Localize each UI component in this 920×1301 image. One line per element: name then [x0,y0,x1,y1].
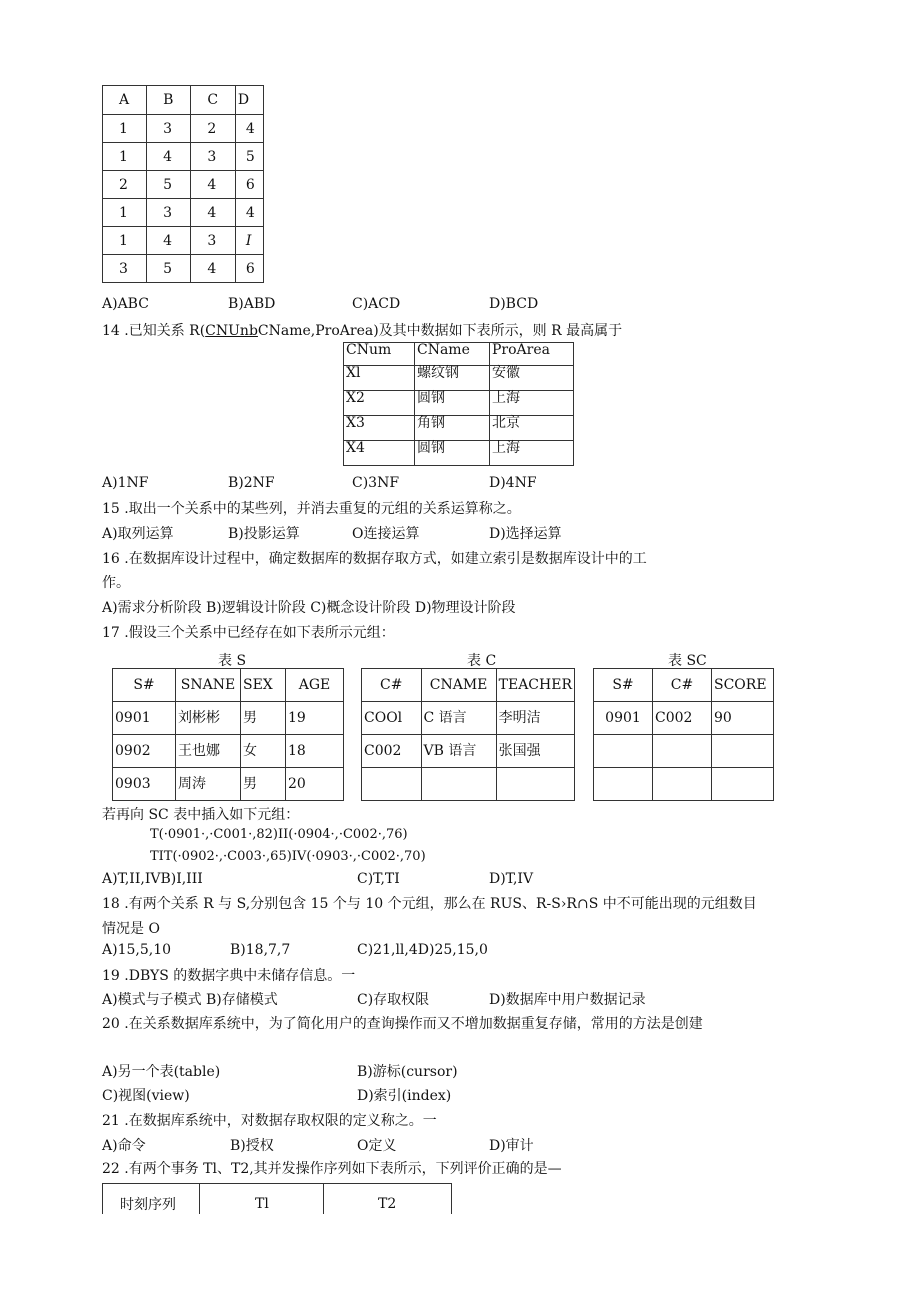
q14-table [343,342,574,466]
table-cell: 1 [103,143,147,171]
table-cell: 0901 [594,702,653,735]
table-c [361,668,575,801]
table-cell: 5 [235,143,263,171]
q13-option-b: B)ABD [228,296,276,312]
table-cell: 90 [712,702,774,735]
q16-options: A)需求分析阶段 B)逻辑设计阶段 C)概念设计阶段 D)物理设计阶段 [102,600,516,616]
table-cell: 0902 [113,735,176,768]
q16-stem-line2: 作。 [102,575,130,591]
q18-option-a: A)15,5,10 [102,942,172,958]
q21-option-a: A)命令 [102,1138,146,1154]
q20-option-b: B)游标(cursor) [357,1064,458,1080]
table-cell: C 语言 [421,702,496,735]
table-cell [594,768,653,801]
table-cell: 张国强 [496,735,574,768]
q14-stem-start: 14 .已知关系 R( [102,323,206,339]
table-cell: COOl [362,702,422,735]
q17-tuples-line2: TIT(·0902·,·C003·,65)IV(·0903·,·C002·,70) [150,849,426,864]
table-cell: C [191,86,235,115]
table-cell: 男 [241,768,286,801]
table-cell: 6 [235,255,263,283]
table-cell: TEACHER [496,669,574,702]
table-cell: D [235,86,263,115]
table-cell: 0903 [113,768,176,801]
q16-stem-line1: 16 .在数据库设计过程中，确定数据库的数据存取方式，如建立索引是数据库设计中的工 [102,551,647,567]
table-cell: ProArea [490,343,574,366]
table-cell: 0901 [113,702,176,735]
table-cell: SNANE [176,669,241,702]
table-cell: 1 [103,227,147,255]
table-cell: 圆钢 [415,441,490,466]
table-cell: S# [594,669,653,702]
table-cell [362,768,422,801]
table-cell: 4 [191,171,235,199]
table-cell: 周涛 [176,768,241,801]
q18-option-b: B)18,7,7 [230,942,291,958]
q20-option-a: A)另一个表(table) [102,1064,221,1080]
table-cell: 4 [147,143,191,171]
table-cell: 18 [286,735,344,768]
table-cell: 上海 [490,441,574,466]
table-cell: SCORE [712,669,774,702]
q15-option-b: B)投影运算 [228,526,300,542]
q14-stem-rest: CName,ProArea)及其中数据如下表所示，则 R 最高属于 [257,323,623,339]
table-cell: AGE [286,669,344,702]
table-sc-caption: 表 SC [668,653,707,669]
table-cell: 2 [191,115,235,143]
q17-tuples-line1: T(·0901·,·C001·,82)II(·0904·,·C002·,76) [150,827,408,842]
table-c-caption: 表 C [467,653,497,669]
table-cell [653,735,712,768]
table-cell [496,768,574,801]
q20-option-d: D)索引(index) [357,1088,452,1104]
q17-option-ab: A)T,II,IVB)I,III [102,871,203,887]
q22-col-divider [323,1184,324,1214]
table-cell [421,768,496,801]
table-cell: 5 [147,255,191,283]
table-cell [653,768,712,801]
table-cell: CName [415,343,490,366]
q15-option-a: A)取列运算 [102,526,174,542]
q21-option-b: B)授权 [230,1138,274,1154]
q21-stem: 21 .在数据库系统中，对数据存取权限的定义称之。一 [102,1113,437,1129]
table-cell: 1 [103,199,147,227]
table-cell: C002 [362,735,422,768]
table-cell: 北京 [490,416,574,441]
q22-col-divider [199,1184,200,1214]
q15-stem: 15 .取出一个关系中的某些列，并消去重复的元组的关系运算称之。 [102,501,521,517]
table-cell [712,735,774,768]
q14-option-c: C)3NF [352,475,400,491]
table-cell: X4 [344,441,415,466]
q17-option-c: C)T,TI [357,871,400,887]
q22-header-t1: Tl [255,1196,269,1212]
table-cell: CNAME [421,669,496,702]
table-cell: 3 [147,115,191,143]
table-cell: 刘彬彬 [176,702,241,735]
q13-option-a: A)ABC [102,296,149,312]
table-cell: 4 [147,227,191,255]
table-cell: 螺纹钢 [415,366,490,391]
table-cell: A [103,86,147,115]
table-cell: VB 语言 [421,735,496,768]
table-cell: 2 [103,171,147,199]
table-cell: S# [113,669,176,702]
table-cell: C# [653,669,712,702]
q19-option-ab: A)模式与子模式 B)存储模式 [102,992,278,1008]
table-sc [593,668,774,801]
q22-header-time: 时刻序列 [120,1197,176,1213]
q21-option-c: O定义 [357,1138,397,1154]
table-cell: C# [362,669,422,702]
table-cell: X3 [344,416,415,441]
q13-option-d: D)BCD [489,296,539,312]
q17-option-d: D)T,IV [489,871,534,887]
table-cell: I [235,227,263,255]
table-cell: 1 [103,115,147,143]
table-cell: 男 [241,702,286,735]
q17-stem: 17 .假设三个关系中已经存在如下表所示元组： [102,625,395,641]
table-cell: 上海 [490,391,574,416]
q18-stem-line2: 情况是 O [102,921,160,937]
table-cell: 3 [103,255,147,283]
q19-option-c: C)存取权限 [357,992,430,1008]
q13-option-c: C)ACD [352,296,401,312]
table-cell: 角钢 [415,416,490,441]
table-cell: 3 [147,199,191,227]
table-cell: 王也娜 [176,735,241,768]
table-cell: 圆钢 [415,391,490,416]
q22-header-t2: T2 [378,1196,397,1212]
q18-stem-line1: 18 .有两个关系 R 与 S,分别包含 15 个与 10 个元组，那么在 RUS、R-S›R∩S 中不可能出现的元组数目 [102,896,757,912]
q13-table [102,85,264,283]
q22-table [102,1183,452,1214]
q21-option-d: D)审计 [489,1138,534,1154]
table-cell: 19 [286,702,344,735]
q14-option-a: A)1NF [102,475,149,491]
table-cell: 3 [191,143,235,171]
q19-option-d: D)数据库中用户数据记录 [489,992,646,1008]
table-cell: 5 [147,171,191,199]
table-cell: 李明洁 [496,702,574,735]
table-cell: 女 [241,735,286,768]
table-cell: X2 [344,391,415,416]
table-cell: 安徽 [490,366,574,391]
q22-stem: 22 .有两个事务 Tl、T2,其并发操作序列如下表所示，下列评价正确的是— [102,1161,562,1177]
q19-stem: 19 .DBYS 的数据字典中未储存信息。一 [102,968,356,984]
table-cell: 20 [286,768,344,801]
q15-option-c: O连接运算 [352,526,420,542]
q15-option-d: D)选择运算 [489,526,562,542]
q14-stem-underlined: CNUnb [205,323,258,339]
table-cell: C002 [653,702,712,735]
table-cell: 4 [235,115,263,143]
q20-stem: 20 .在关系数据库系统中，为了简化用户的查询操作而又不增加数据重复存储，常用的方法是创建 [102,1016,703,1032]
table-cell: 4 [235,199,263,227]
table-cell: 4 [191,199,235,227]
table-cell [594,735,653,768]
table-s-caption: 表 S [218,653,247,669]
table-cell: SEX [241,669,286,702]
q14-option-d: D)4NF [489,475,537,491]
q14-stem [102,320,622,340]
table-cell: Xl [344,366,415,391]
q14-option-b: B)2NF [228,475,275,491]
table-cell: 3 [191,227,235,255]
table-cell: 6 [235,171,263,199]
table-cell: B [147,86,191,115]
q18-option-cd: C)21,ll,4D)25,15,0 [357,942,488,958]
q17-after: 若再向 SC 表中插入如下元组： [102,807,300,823]
table-cell: 4 [191,255,235,283]
table-s [112,668,344,801]
table-cell: CNum [344,343,415,366]
table-cell [712,768,774,801]
q20-option-c: C)视图(view) [102,1088,190,1104]
